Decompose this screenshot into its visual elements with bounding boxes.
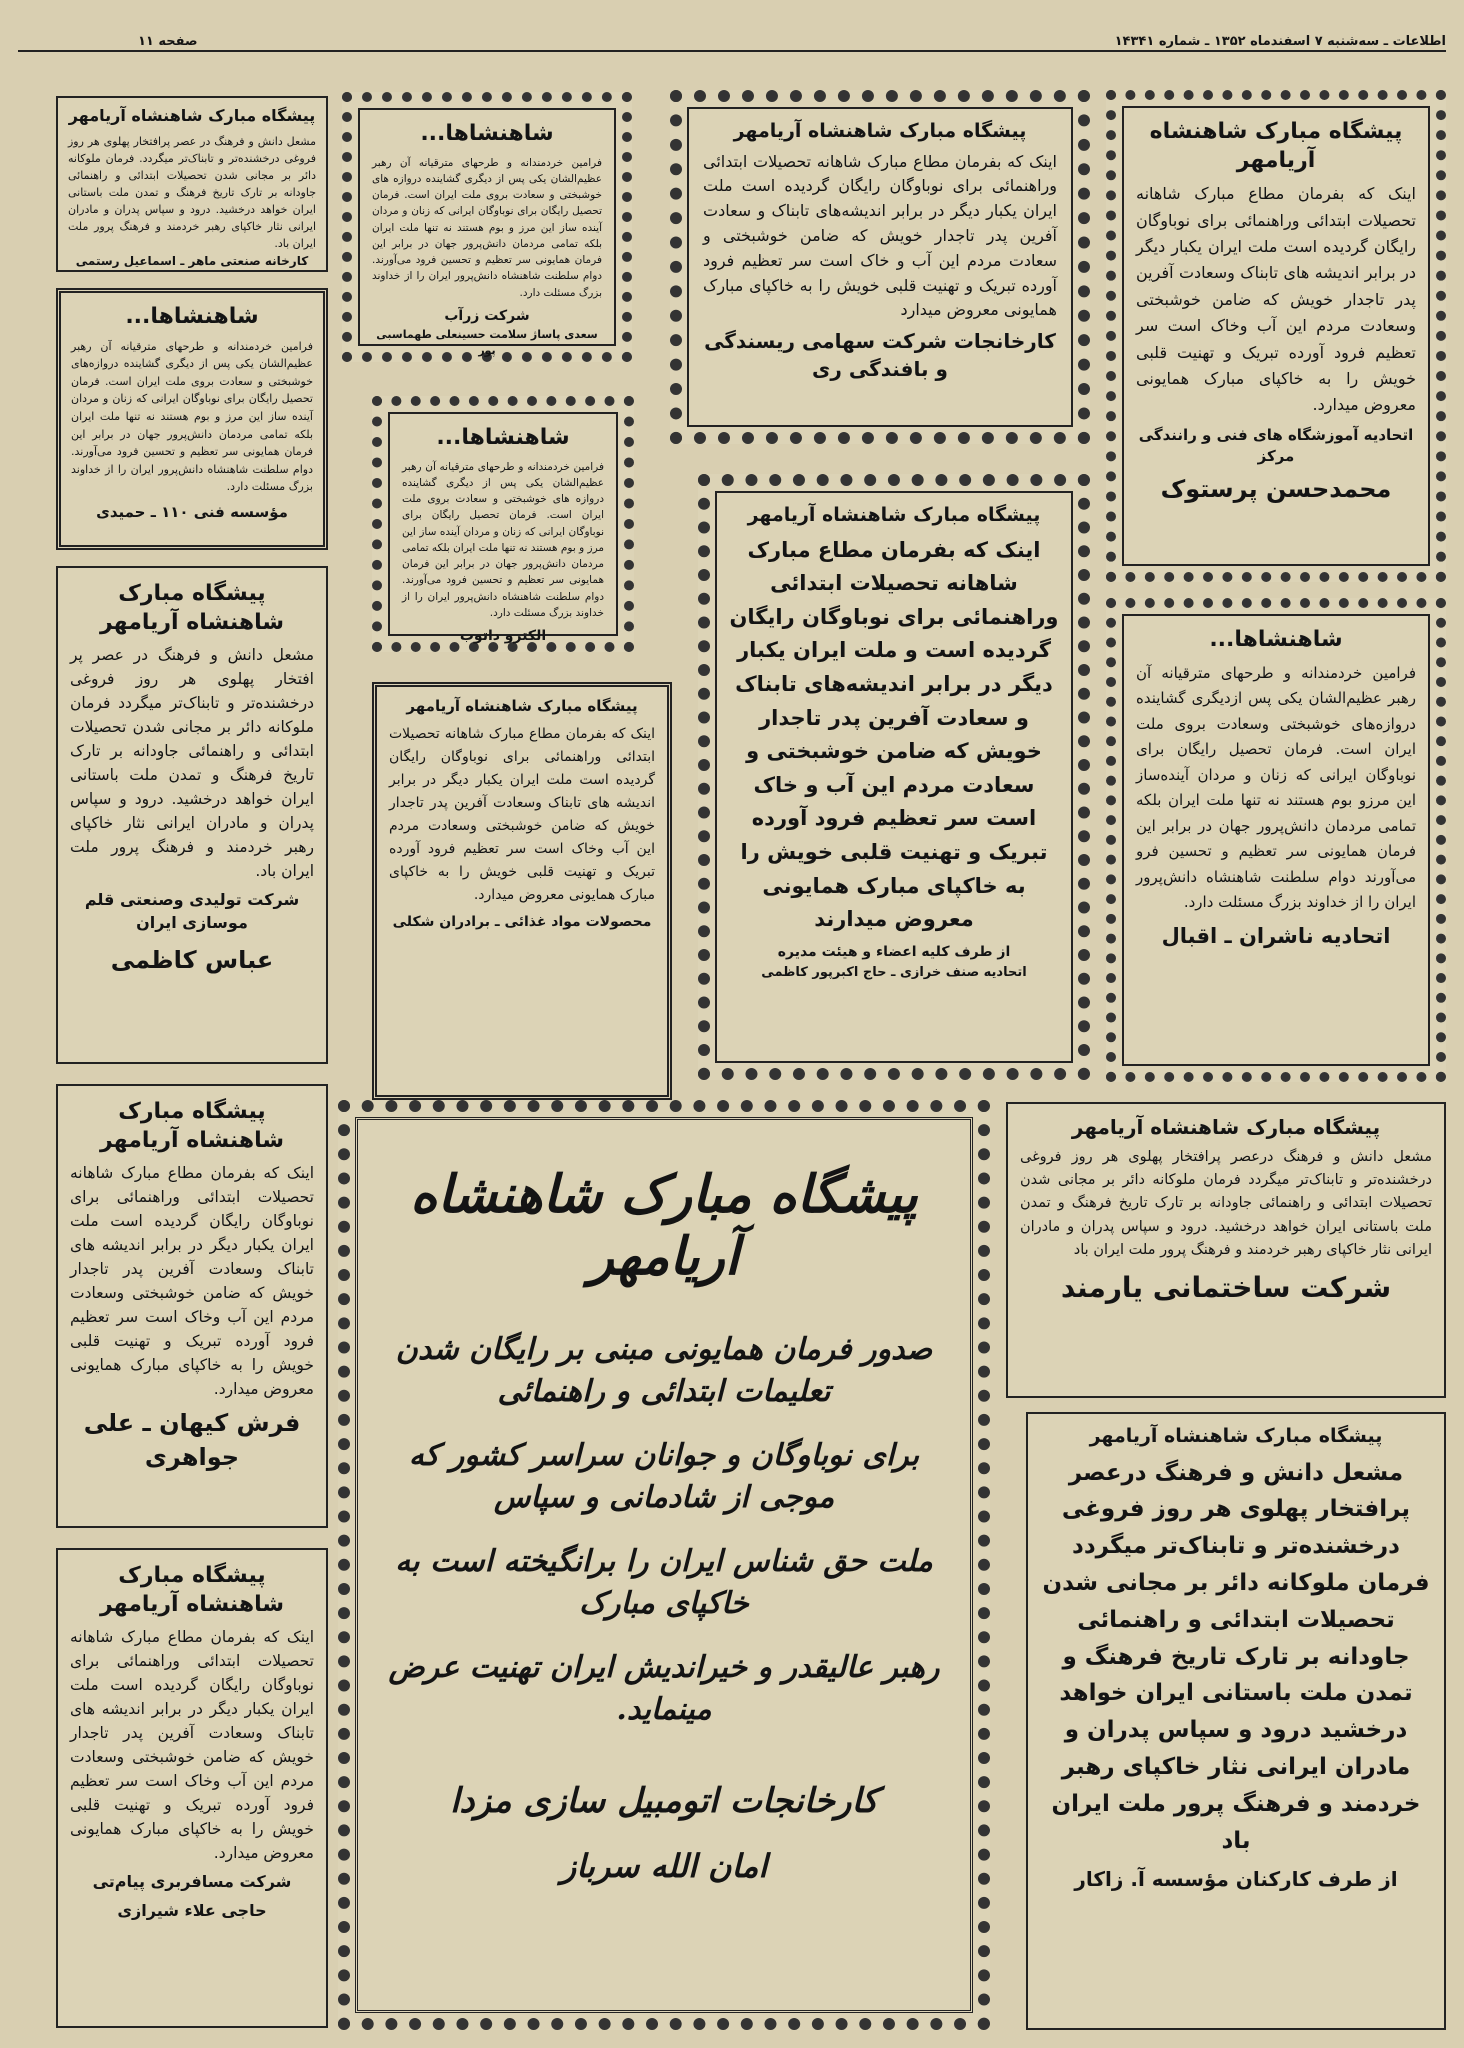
big-ad-title: پیشگاه مبارک شاهنشاه آریامهر [410, 1164, 918, 1288]
ad-title: شاهنشاها... [420, 121, 554, 146]
ad-title: پیشگاه مبارک شاهنشاه آریامهر [1071, 1115, 1381, 1139]
ad-a5 [56, 1548, 328, 2028]
big-ad-signature: کارخانجات اتومبیل سازی مزدا [449, 1780, 879, 1821]
ad-signature: کارخانه صنعتی ماهر ـ اسماعیل رستمی [75, 254, 309, 269]
ad-signature: محصولات مواد غذائی ـ برادران شکلی [392, 914, 652, 931]
ad-a1 [56, 96, 328, 272]
ad-body: فرامین خردمندانه و طرحهای مترقیانه آن رهبر عظیم‌الشان یکی پس ازدیگری گشاینده دروازه‌های خوشبختی وسعادت بروی ملت ایران است. فرمان تحصیل رایگان برای نوباوگان ایرانی که زنان و مردان آینده‌ساز این مرزو بوم هستند نه تنها ملت ایران بلکه تمامی مردمان دانش‌پرور جهان در برابر این فرمان همایونی سر تعظیم و تحسین فرو می‌آورند دوام سلطنت شاهنشاه دانش‌پرور ایران را از خداوند بزرگ مسئلت دارد. [1136, 663, 1416, 912]
ad-signature: کارخانجات شرکت سهامی ریسندگی و بافندگی ری [704, 329, 1056, 382]
ad-title: پیشگاه مبارک شاهنشاه آریامهر [100, 1563, 284, 1617]
ad-body: مشعل دانش و فرهنگ درعصر پرافتخار پهلوی هر روز فروغی درخشنده‌تر و تابناک‌تر میگردد فرمان ملوکانه دائر بر مجانی شدن تحصیلات ابتدائی و راهنمائی جاودانه بر تارک تاریخ فرهنگ و تمدن ملت باستانی ایران خواهد درخشید درود و سپاس پدران و مادران ایرانی نثار خاکپای رهبر خردمند و فرهنگ پرور ملت ایران باد [1042, 1459, 1430, 1854]
ad-d2 [1106, 598, 1446, 1082]
ad-body: فرامین خردمندانه و طرحهای مترقیانه آن رهبر عظیم‌الشان یکی پس از دیگری گشاینده دروازه های خوشبختی و سعادت بروی ملت ایران است. فرمان تحصیل رایگان برای نوباوگان ایرانی که زنان و مردان آینده ساز این مرز و بوم هستند نه تنها ملت ایران بلکه تمامی مردمان دانش‌پرور جهان در برابر این فرمان همایونی سر تعظیم و تحسین فرود می‌آورند. دوام سلطنت شاهنشاه دانش‌پرور ایران را از خداوند بزرگ مسئلت دارد. [372, 156, 602, 299]
ad-title: پیشگاه مبارک شاهنشاه آریامهر [1149, 119, 1403, 173]
ad-signature: مؤسسه فنی ۱۱۰ ـ حمیدی [96, 502, 288, 521]
ad-big-mazda [338, 1100, 990, 2030]
ad-title: پیشگاه مبارک شاهنشاه آریامهر [733, 120, 1027, 142]
ad-title: شاهنشاها... [436, 425, 570, 450]
ad-signature: فرش کیهان ـ علی جواهری [83, 1409, 301, 1471]
ad-signature: شرکت تولیدی وصنعتی قلم موسازی ایران [84, 890, 300, 932]
big-ad-line-4: رهبر عالیقدر و خیراندیش ایران تهنیت عرض مینماید. [388, 1649, 940, 1727]
ad-signature-name: محمدحسن پرستوک [1160, 474, 1392, 503]
ad-signature: از طرف کارکنان مؤسسه آ. زاکار [1074, 1867, 1398, 1892]
ad-signature: شرکت مسافربری پیام‌تی [92, 1872, 292, 1892]
ad-signature: اتحادیه آموزشگاه های فنی و رانندگی مرکز [1138, 425, 1414, 465]
ad-d4 [1026, 1412, 1446, 2030]
ad-d3 [1006, 1102, 1446, 1398]
ad-signature-name: سعدی پاساژ سلامت حسینعلی طهماسبی پور [376, 327, 598, 358]
ad-title: پیشگاه مبارک شاهنشاه آریامهر [406, 697, 638, 715]
big-ad-line-3: ملت حق شناس ایران را برانگیخته است به خاکپای مبارک [395, 1543, 933, 1621]
ad-body: فرامین خردمندانه و طرحهای مترقیانه آن رهبر عظیم‌الشان یکی پس از دیگری گشاینده دروازه‌های خوشبختی و سعادت بروی ملت ایران است. فرمان تحصیل رایگان برای نوباوگان ایرانی که زنان و مردان آینده ساز این مرز و بوم هستند نه تنها ملت ایران بلکه تمامی مردمان دانش‌پرور جهان در برابر این فرمان همایونی سر تعظیم و تحسین فرود می‌آورند. دوام سلطنت شاهنشاه دانش‌پرور ایران را از خداوند بزرگ مسئلت دارد. [71, 339, 313, 494]
ad-title: شاهنشاها... [1209, 627, 1343, 652]
ad-signature: الکترو داتوب [459, 628, 547, 645]
ad-title: پیشگاه مبارک شاهنشاه آریامهر [747, 504, 1041, 526]
ad-title: شاهنشاها... [125, 304, 259, 329]
ad-signature: از طرف کلیه اعضاء و هیئت مدیره [777, 943, 1011, 960]
ad-body: مشعل دانش و فرهنگ درعصر پرافتخار پهلوی هر روز فروغی درخشنده‌تر و تابناک‌تر میگردد فرمان ملوکانه دائر بر مجانی شدن تحصیلات ابتدائی و راهنمائی جاودانه بر تارک تاریخ فرهنگ و تمدن ملت باستانی ایران خواهد درخشید. درود و سپاس پدران و مادران ایرانی نثار خاکپای رهبر خردمند و فرهنگ پرور ملت ایران باد [1020, 1149, 1432, 1258]
ad-body: اینک که بفرمان مطاع مبارک شاهانه تحصیلات ابتدائی وراهنمائی برای نوباوگان رایگان گردیده است ملت ایران یکبار دیگر در برابر اندیشه های تابناک وسعادت آفرین پدر تاجدار خویش که ضامن خوشبختی وسعادت مردم این آب وخاک است سر تعظیم فرود آورده تبریک و تهنیت قلبی خویش را به خاکپای مبارک همایونی معروض میدارد. [70, 1164, 314, 1399]
ad-c2 [698, 474, 1090, 1080]
ad-title: پیشگاه مبارک شاهنشاه آریامهر [100, 1099, 284, 1153]
ad-b1 [342, 92, 632, 362]
big-ad-line-1: صدور فرمان همایونی مبنی بر رایگان شدن تعلیمات ابتدائی و راهنمائی [395, 1331, 933, 1409]
ad-body: فرامین خردمندانه و طرحهای مترقیانه آن رهبر عظیم‌الشان یکی پس از دیگری گشاینده دروازه های خوشبختی و سعادت بروی ملت ایران است. فرمان تحصیل رایگان برای نوباوگان ایرانی که زنان و مردان آینده ساز این مرز و بوم هستند نه تنها ملت ایران بلکه تمامی مردمان دانش‌پرور جهان در برابر این فرمان همایونی سر تعظیم و تحسین فرود می‌آورند. دوام سلطنت شاهنشاه دانش‌پرور ایران را از خداوند بزرگ مسئلت دارد. [402, 460, 604, 619]
ad-title: پیشگاه مبارک شاهنشاه آریامهر [1089, 1425, 1383, 1447]
ad-a4 [56, 1084, 328, 1528]
ad-b3 [372, 682, 672, 1100]
ad-body: اینک که بفرمان مطاع مبارک شاهانه تحصیلات ابتدائی وراهنمائی برای نوباوگان رایگان گردیده است و ملت ایران یکبار دیگر در برابر اندیشه‌های تابناک و سعادت آفرین پدر تاجدار خویش که ضامن خوشبختی و سعادت مردم این آب و خاک است سر تعظیم فرود آورده تبریک و تهنیت قلبی خویش را به خاکپای مبارک همایونی معروض میدارند [729, 537, 1059, 932]
page-header [18, 34, 1446, 52]
ad-a2 [56, 288, 328, 550]
ad-a3 [56, 566, 328, 1064]
ad-body: اینک که بفرمان مطاع مبارک شاهانه تحصیلات ابتدائی وراهنمائی برای نوباوگان رایگان گردیده است ملت ایران یکبار دیگر در برابر اندیشه های تابناک وسعادت آفرین پدر تاجدار خویش که ضامن خوشبختی وسعادت مردم این آب وخاک است سر تعظیم فرود آورده تبریک و تهنیت قلبی خویش را به خاکپای مبارک همایونی معروض میدارد. [389, 725, 655, 904]
big-ad-name: امان الله سرباز [560, 1846, 768, 1885]
issue-line: اطلاعات ـ سه‌شنبه ۷ اسفندماه ۱۳۵۲ ـ شماره ۱۴۳۴۱ [1114, 34, 1446, 49]
ad-d1 [1106, 90, 1446, 582]
ad-title: پیشگاه مبارک شاهنشاه آریامهر [68, 106, 316, 125]
big-ad-line-2: برای نوباوگان و جوانان سراسر کشور که موجی از شادمانی و سپاس [408, 1437, 920, 1515]
ad-body: اینک که بفرمان مطاع مبارک شاهانه تحصیلات ابتدائی وراهنمائی برای نوباوگان رایگان گردیده است ملت ایران یکبار دیگر در برابر اندیشه های تابناک وسعادت آفرین پدر تاجدار خویش که ضامن خوشبختی وسعادت مردم این آب وخاک است سر تعظیم فرود آورده تبریک و تهنیت قلبی خویش را به خاکپای مبارک همایونی معروض میدارد. [1136, 184, 1416, 415]
ad-signature: شرکت ساختمانی یارمند [1060, 1270, 1392, 1304]
ad-body: اینک که بفرمان مطاع مبارک شاهانه تحصیلات ابتدائی وراهنمائی برای نوباوگان رایگان گردیده است ملت ایران یکبار دیگر در برابر اندیشه‌های تابناک و سعادت آفرین پدر تاجدار خویش که ضامن خوشبختی و سعادت مردم این آب و خاک است سر تعظیم فرود آورده تبریک و تهنیت قلبی خویش را به خاکپای مبارک همایونی معروض میدارد [703, 151, 1057, 320]
ad-b2 [372, 396, 634, 652]
ad-body: اینک که بفرمان مطاع مبارک شاهانه تحصیلات ابتدائی وراهنمائی برای نوباوگان رایگان گردیده است ملت ایران یکبار دیگر در برابر اندیشه های تابناک وسعادت آفرین پدر تاجدار خویش که ضامن خوشبختی وسعادت مردم این آب وخاک است سر تعظیم فرود آورده تبریک و تهنیت قلبی خویش را به خاکپای مبارک همایونی معروض میدارد. [70, 1628, 314, 1863]
ad-signature-name: اتحادیه صنف خرازی ـ حاج اکبرپور کاظمی [761, 965, 1027, 981]
page-number: صفحه ۱۱ [138, 34, 198, 49]
ad-body: مشعل دانش و فرهنگ در عصر پرافتخار پهلوی هر روز فروغی درخشنده‌تر و تابناک‌تر میگردد. فرمان ملوکانه دائر بر مجانی شدن تحصیلات ابتدائی و راهنمائی جاودانه بر تارک تاریخ فرهنگ و تمدن ملت باستانی ایران خواهد درخشید. درود و سپاس پدران و مادران ایرانی نثار خاکپای رهبر خردمند و فرهنگ پرور ملت ایران باد. [68, 134, 316, 251]
ad-signature-name: حاجی علاء شیرازی [117, 1900, 267, 1920]
ad-signature: اتحادیه ناشران ـ اقبال [1161, 923, 1391, 948]
ad-signature: شرکت زرآب [444, 307, 530, 324]
ad-body: مشعل دانش و فرهنگ در عصر پر افتخار پهلوی هر روز فروغی درخشنده‌تر و تابناک‌تر میگردد فرمان ملوکانه دائر بر مجانی شدن تحصیلات ابتدائی و راهنمائی جاودانه بر تارک تاریخ فرهنگ و تمدن ملت باستانی ایران خواهد درخشید. درود و سپاس پدران و مادران ایرانی نثار خاکپای رهبر خردمند و فرهنگ پرور ملت ایران باد. [70, 646, 314, 881]
ad-title: پیشگاه مبارک شاهنشاه آریامهر [100, 581, 284, 635]
ad-signature-name: عباس کاظمی [110, 946, 274, 975]
ad-c1 [670, 90, 1090, 444]
